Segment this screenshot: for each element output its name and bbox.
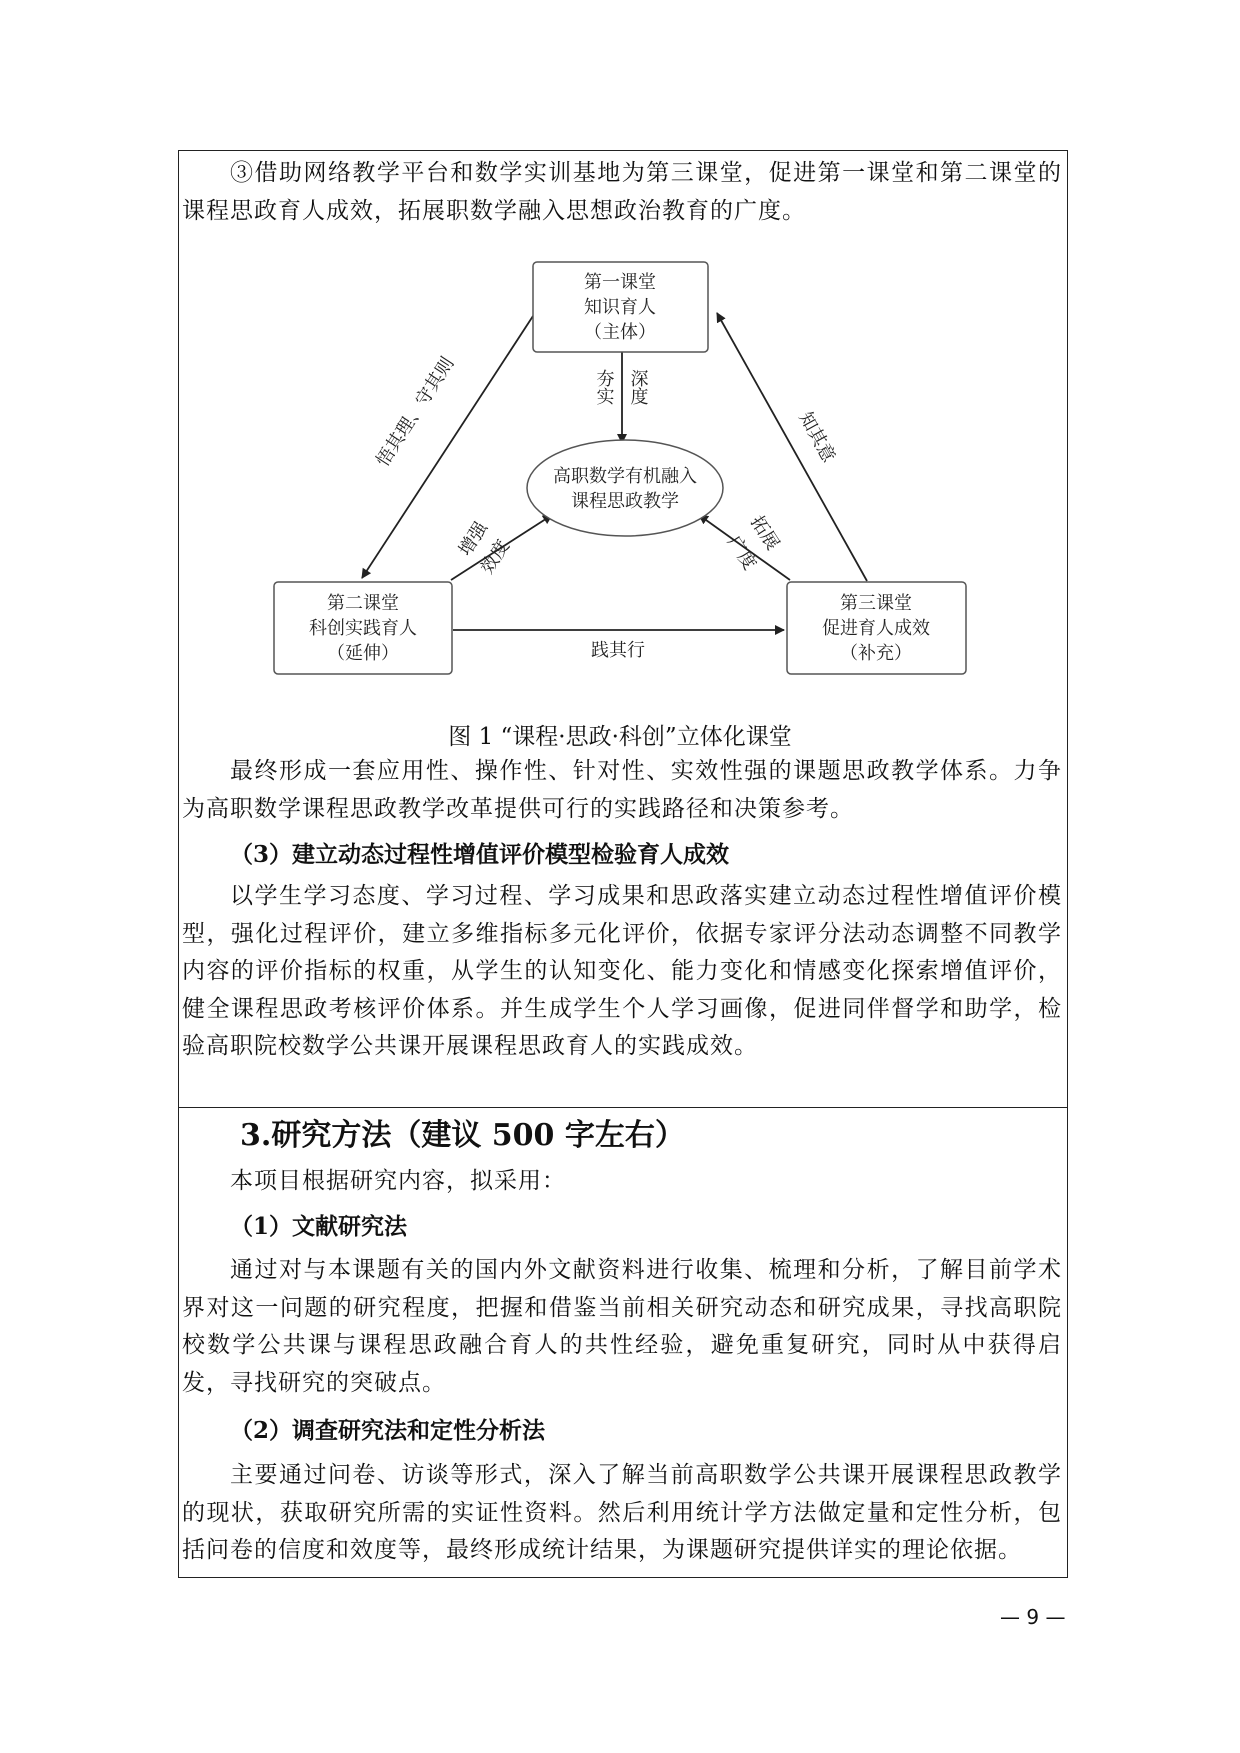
box2-line2: 科创实践育人: [309, 618, 417, 639]
label-left-b: 效度: [476, 536, 514, 578]
summary-paragraph: 最终形成一套应用性、操作性、针对性、实效性强的课题思政教学体系。力争为高职数学课程思政教学改革提供可行的实践路径和决策参考。: [182, 758, 1062, 822]
label-left-a: 增强: [454, 518, 492, 560]
box1-line3: （主体）: [584, 322, 656, 343]
subheading-evaluation: （3）建立动态过程性增值评价模型检验育人成效: [230, 841, 730, 868]
page-number: — 9 —: [1000, 1605, 1066, 1629]
label-right-b: 广度: [723, 532, 761, 574]
section-title-methods: 3.研究方法（建议 500 字左右）: [240, 1118, 685, 1153]
label-right-a: 拓展: [746, 512, 784, 554]
box3-line1: 第三课堂: [840, 593, 912, 614]
method2-title: （2）调查研究法和定性分析法: [230, 1417, 546, 1444]
center-line1: 高职数学有机融入: [553, 466, 697, 487]
methods-intro: 本项目根据研究内容，拟采用：: [230, 1168, 566, 1194]
label-left-side: 悟其理、守其则: [372, 353, 459, 471]
center-line2: 课程思政教学: [571, 491, 679, 512]
intro-paragraph: ③借助网络教学平台和数学实训基地为第三课堂，促进第一课堂和第二课堂的课程思政育人成效，拓展职数学融入思想政治教育的广度。: [182, 160, 1062, 224]
three-classroom-diagram: [0, 0, 1240, 720]
table-row-divider: [178, 1107, 1068, 1108]
box2-line3: （延伸）: [327, 643, 399, 664]
label-top-b: 深度: [627, 369, 649, 405]
method2-paragraph: 主要通过问卷、访谈等形式，深入了解当前高职数学公共课开展课程思政教学的现状，获取研究所需的实证性资料。然后利用统计学方法做定量和定性分析，包括问卷的信度和效度等，最终形成统计结果，为课题研究提供详实的理论依据。: [182, 1462, 1062, 1563]
center-ellipse: [527, 440, 723, 536]
figure-caption: 图 1 “课程·思政·科创”立体化课堂: [448, 724, 792, 750]
label-top-a: 夯实: [593, 369, 615, 405]
box1-line1: 第一课堂: [584, 272, 656, 293]
evaluation-paragraph: 以学生学习态度、学习过程、学习成果和思政落实建立动态过程性增值评价模型，强化过程评价，建立多维指标多元化评价，依据专家评分法动态调整不同教学内容的评价指标的权重，从学生的认知变化、能力变化和情感变化探索增值评价，健全课程思政考核评价体系。并生成学生个人学习画像，促进同伴督学和助学，检验高职院校数学公共课开展课程思政育人的实践成效。: [182, 883, 1062, 1059]
method1-title: （1）文献研究法: [230, 1213, 408, 1240]
method1-paragraph: 通过对与本课题有关的国内外文献资料进行收集、梳理和分析，了解目前学术界对这一问题的研究程度，把握和借鉴当前相关研究动态和研究成果，寻找高职院校数学公共课与课程思政融合育人的共性经验，避免重复研究，同时从中获得启发，寻找研究的突破点。: [182, 1257, 1062, 1396]
box3-line3: （补充）: [840, 643, 912, 664]
label-bottom: 践其行: [591, 640, 645, 661]
box3-line2: 促进育人成效: [822, 618, 930, 639]
box1-line2: 知识育人: [584, 297, 656, 318]
box2-line1: 第二课堂: [327, 593, 399, 614]
label-right-side: 知其意: [794, 408, 840, 467]
